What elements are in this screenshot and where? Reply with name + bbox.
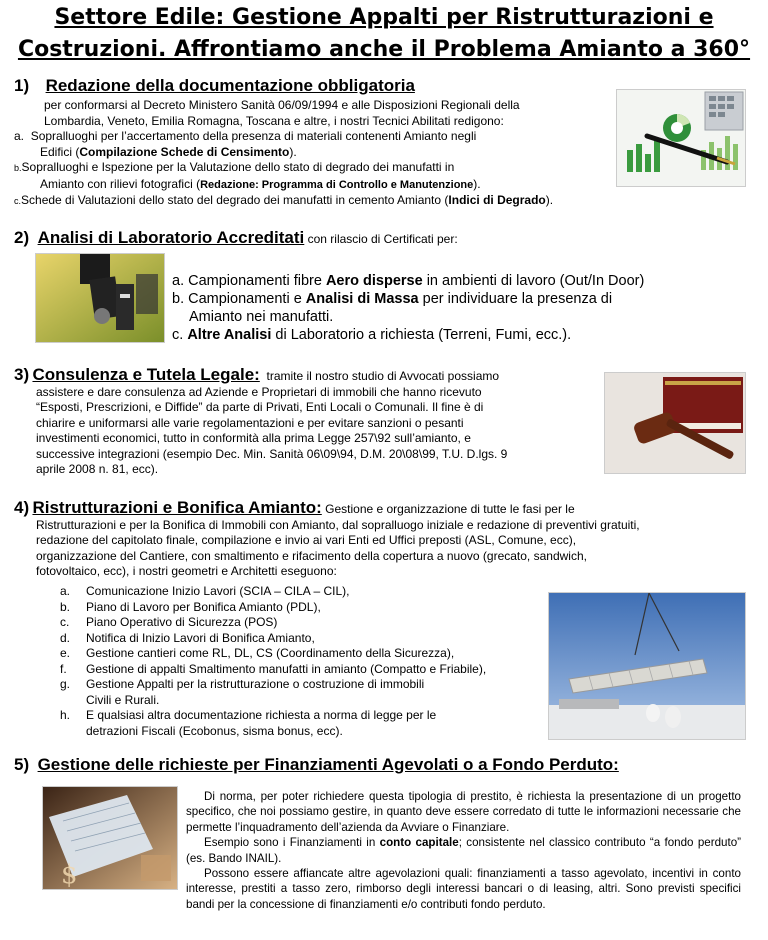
list-marker: g. (60, 677, 71, 691)
section-1-heading (14, 76, 415, 96)
list-marker: a. (60, 584, 71, 598)
text-line: “Esposti, Prescrizioni, e Diffide” da parte di Privati, Enti Locali o Comunali. Il fine è di (36, 400, 484, 414)
list-item: Sopralluoghi per l’accertamento della presenza di materiali contenenti Amianto negli (30, 129, 477, 143)
text-line: fotovoltaico, ecc), i nostri geometri e Architetti eseguono: (36, 564, 337, 578)
paragraph-part: Esempio sono i Finanziamenti in (204, 836, 380, 850)
list-item-bold: Aero disperse (325, 273, 423, 289)
section-4 (14, 500, 754, 580)
text-line: aprile 2008 n. 81, ecc). (36, 462, 159, 476)
text-line: Lombardia, Veneto, Emilia Romagna, Toscana e altre, i nostri Tecnici Abilitati redigono: (44, 113, 504, 128)
list-marker: b. (14, 163, 22, 173)
finance-documents-photo (42, 786, 178, 890)
text-line: chiarire e uniformarsi alle varie regolamentazioni e per evitare sanzioni o pesanti (36, 415, 464, 430)
title-line-1: Settore Edile: Gestione Appalti per Ristrutturazioni e (54, 5, 714, 30)
list-item: Piano di Lavoro per Bonifica Amianto (PDL), (86, 599, 321, 614)
text-line: Ristrutturazioni e per la Bonifica di Immobili con Amianto, dal sopralluogo iniziale e redazione di preventivi gratuiti, (36, 517, 640, 532)
section-number: 4) (14, 498, 30, 517)
list-item: Piano Operativo di Sicurezza (POS) (86, 615, 278, 629)
section-2-heading (14, 228, 458, 248)
list-item: Schede di Valutazioni dello stato del degrado dei manufatti in cemento Amianto ( (21, 193, 449, 207)
paragraph-bold: conto capitale (379, 836, 459, 850)
list-item-bold: Analisi di Massa (305, 291, 419, 307)
list-item: ). (473, 176, 481, 191)
text-line: Gestione e organizzazione di tutte le fasi per le (325, 502, 575, 516)
list-marker: b. (60, 599, 71, 614)
section-number: 1) (14, 76, 30, 95)
list-item: Civili e Rurali. (86, 692, 160, 707)
financial-charts-photo (616, 89, 746, 187)
list-item: Gestione cantieri come RL, DL, CS (Coordinamento della Sicurezza), (86, 646, 455, 660)
section-title: Consulenza e Tutela Legale: (32, 365, 260, 384)
list-item: Campionamenti e (188, 291, 306, 307)
microscope-image (36, 254, 164, 342)
list-marker: a. (14, 129, 25, 143)
list-item: per individuare la presenza di (418, 291, 613, 307)
section-title: Analisi di Laboratorio Accreditati (37, 228, 305, 247)
list-item: Amianto con rilievi fotografici ( (40, 176, 201, 191)
list-item: Notifica di Inizio Lavori di Bonifica Amianto, (86, 630, 315, 645)
list-item: ). (545, 193, 554, 207)
list-item-bold: Compilazione Schede di Censimento (79, 144, 290, 159)
text-line: organizzazione del Cantiere, con smaltimento e rifacimento della copertura a nuovo (grecato, sandwich, (36, 548, 587, 563)
section-3 (14, 367, 589, 478)
microscope-photo (35, 253, 165, 343)
list-marker: e. (60, 646, 71, 660)
list-marker: c. (14, 196, 22, 206)
list-item: Edifici ( (40, 144, 80, 159)
list-item: E qualsiasi altra documentazione richiesta a norma di legge per le (86, 708, 437, 722)
section-title: Gestione delle richieste per Finanziamenti Agevolati o a Fondo Perduto: (37, 755, 619, 774)
charts-image (617, 90, 745, 186)
roof-image (549, 593, 745, 739)
paragraph-part: ; consistente nel classico contributo “a fondo perduto” (es. Bando INAIL). (186, 836, 742, 865)
section-2-list (172, 272, 732, 344)
section-subtitle: con rilascio di Certificati per: (304, 232, 458, 246)
text-line: investimenti economici, tutto in conformità alla prima Legge 257\92 sull’amianto, e (36, 431, 471, 445)
list-item: in ambienti di lavoro (Out/In Door) (422, 273, 645, 289)
list-item: ). (289, 144, 297, 159)
text-line: tramite il nostro studio di Avvocati possiamo (266, 369, 500, 383)
paragraph: Possono essere affiancate altre agevolazioni quali: finanziamenti a tasso agevolato, incentivi in conto interesse, prestiti a tasso zero, rimborso degli interessi bancari o di leasing, altri. Sono previsti specifici bandi per la concessione di finanziamenti e/o contributi fondo perduto. (186, 867, 741, 911)
section-number: 2) (14, 228, 30, 247)
list-marker: a. (172, 273, 185, 289)
section-1-list (14, 129, 674, 210)
title-line-2: Costruzioni. Affrontiamo anche il Problema Amianto a 360° (17, 37, 751, 62)
list-marker: f. (60, 661, 67, 676)
text-line: redazione del capitolato finale, compilazione e invio ai vari Enti ed Uffici preposti (ASL, Comune, ecc), (36, 533, 577, 547)
list-item-bold: Altre Analisi (187, 327, 272, 343)
list-item: di Laboratorio a richiesta (Terreni, Fumi, ecc.). (271, 327, 572, 343)
section-number: 3) (14, 365, 30, 384)
gavel-image (605, 373, 745, 473)
list-item: Amianto nei manufatti. (189, 309, 334, 325)
section-number: 5) (14, 755, 30, 774)
list-item: Sopralluoghi e Ispezione per la Valutazione dello stato di degrado dei manufatti in (21, 160, 455, 174)
list-item: Campionamenti fibre (188, 273, 326, 289)
list-marker: b. (172, 291, 185, 307)
list-marker: d. (60, 630, 71, 645)
list-item: detrazioni Fiscali (Ecobonus, sisma bonus, ecc). (86, 723, 343, 738)
section-title: Ristrutturazioni e Bonifica Amianto: (32, 498, 322, 517)
paragraph: Di norma, per poter richiedere questa tipologia di prestito, è richiesta la presentazione di un progetto specifico, che noi possiamo gestire, in quanto deve essere corredato di tutte le informazioni necessarie che permette l’inquadramento dell’azienda da Avviare o Finanziare. (186, 790, 741, 834)
list-marker: h. (60, 708, 71, 722)
svg-text:$: $ (61, 860, 78, 889)
finance-image (43, 787, 177, 889)
page-title (0, 2, 768, 66)
section-4-list (60, 584, 560, 739)
list-item: Gestione Appalti per la ristrutturazione o costruzione di immobili (86, 677, 425, 691)
text-line: successive integrazioni (esempio Dec. Min. Sanità 06\09\94, D.M. 20\08\99, T.U. D.lgs. 9 (36, 446, 508, 461)
section-5-body (186, 789, 741, 912)
roof-removal-photo (548, 592, 746, 740)
section-1-body (44, 98, 604, 129)
list-marker: c. (60, 615, 70, 629)
list-item: Comunicazione Inizio Lavori (SCIA – CILA – CIL), (86, 584, 350, 598)
list-item-bold: Redazione: Programma di Controllo e Manutenzione (200, 178, 474, 191)
list-item: Gestione di appalti Smaltimento manufatti in amianto (Compatto e Friabile), (86, 661, 487, 676)
text-line: assistere e dare consulenza ad Aziende e Proprietari di immobili che hanno ricevuto (36, 384, 482, 399)
text-line: per conformarsi al Decreto Ministero Sanità 06/09/1994 e alle Disposizioni Regionali della (44, 98, 520, 112)
section-5-heading (14, 755, 619, 775)
gavel-photo (604, 372, 746, 474)
list-marker: c. (172, 327, 184, 343)
section-title: Redazione della documentazione obbligatoria (45, 76, 415, 95)
list-item-bold: Indici di Degrado (448, 193, 546, 207)
